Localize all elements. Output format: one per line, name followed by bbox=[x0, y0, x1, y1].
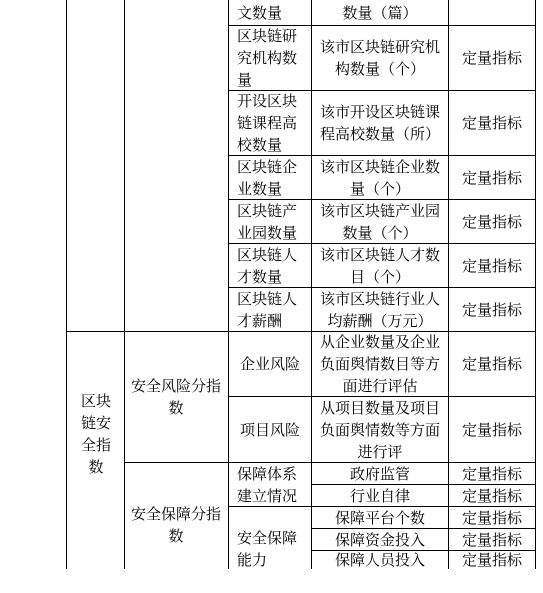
indicator-name: 区块链企业数量 bbox=[237, 157, 298, 198]
indicator-name: 区块链研究机构数量 bbox=[237, 27, 298, 89]
indicator-name: 文数量 bbox=[237, 3, 283, 22]
indicator-type: 定量指标 bbox=[461, 168, 522, 187]
indicator-name: 安全保障能力 bbox=[237, 529, 298, 569]
indicator-type: 定量指标 bbox=[461, 49, 522, 67]
indicator-desc: 保障资金投入 bbox=[334, 530, 425, 549]
grid-line bbox=[124, 0, 125, 569]
indicator-type: 定量指标 bbox=[461, 420, 522, 439]
indicator-type: 定量指标 bbox=[461, 114, 522, 132]
indicator-desc: 该市区块链研究机构数量（个） bbox=[319, 38, 440, 78]
indicator-desc: 该市区块链产业园数量（个） bbox=[319, 201, 440, 242]
indicator-desc: 保障人员投入 bbox=[334, 551, 425, 569]
indicator-type: 定量指标 bbox=[461, 464, 522, 483]
indicator-name: 项目风险 bbox=[239, 420, 300, 439]
indicator-type: 定量指标 bbox=[461, 551, 522, 569]
indicator-type: 定量指标 bbox=[461, 300, 522, 319]
risk-subindex-label: 安全风险分指数 bbox=[130, 377, 221, 417]
indicator-desc: 数量（篇） bbox=[342, 3, 418, 22]
indicator-type: 定量指标 bbox=[461, 530, 522, 549]
indicator-name: 区块链产业园数量 bbox=[237, 201, 298, 242]
indicator-name: 区块链人才薪酬 bbox=[237, 289, 298, 330]
grid-line bbox=[66, 0, 67, 569]
level1-label: 区块链安全指数 bbox=[80, 392, 111, 476]
indicator-type: 定量指标 bbox=[461, 256, 522, 275]
indicator-name: 企业风险 bbox=[239, 355, 300, 373]
indicator-desc: 行业自律 bbox=[349, 486, 410, 505]
indicator-type: 定量指标 bbox=[461, 212, 522, 231]
indicator-name: 开设区块链课程高校数量 bbox=[237, 92, 298, 154]
indicator-desc: 从项目数量及项目负面舆情数等方面进行评 bbox=[319, 398, 440, 461]
indicator-type: 定量指标 bbox=[461, 355, 522, 373]
guarantee-subindex-label: 安全保障分指数 bbox=[130, 505, 221, 545]
indicator-desc: 该市开设区块链课程高校数量（所） bbox=[319, 103, 440, 143]
indicator-type: 定量指标 bbox=[461, 508, 522, 527]
indicator-name: 保障体系建立情况 bbox=[237, 464, 298, 505]
indicator-name: 区块链人才数量 bbox=[237, 245, 298, 286]
indicator-desc: 该市区块链人才数目（个） bbox=[319, 245, 440, 286]
indicator-desc: 从企业数量及企业负面舆情数目等方面进行评估 bbox=[319, 333, 440, 395]
indicator-desc: 该市区块链企业数量（个） bbox=[319, 157, 440, 198]
indicator-desc: 政府监管 bbox=[349, 464, 410, 483]
indicator-desc: 保障平台个数 bbox=[334, 508, 425, 527]
indicator-type: 定量指标 bbox=[461, 486, 522, 505]
indicator-desc: 该市区块链行业人均薪酬（万元） bbox=[319, 289, 440, 330]
